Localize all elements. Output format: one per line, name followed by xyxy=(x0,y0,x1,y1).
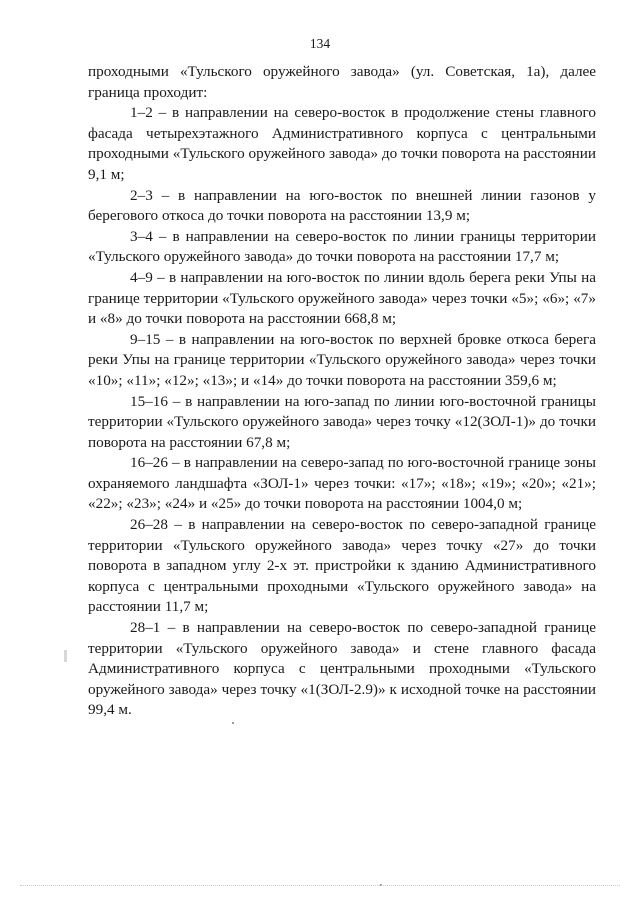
paragraph-segment-15-16: 15–16 – в направлении на юго-запад по линии юго-восточной границы территории «Тульского оружейного завода» через точку «12(ЗОЛ-1)» до точки поворота на расстоянии 67,8 м; xyxy=(88,392,596,451)
paragraph-segment-2-3: 2–3 – в направлении на юго-восток по внешней линии газонов у берегового откоса до точки поворота на расстоянии 13,9 м; xyxy=(88,186,596,225)
paragraph-segment-4-9: 4–9 – в направлении на юго-восток по линии вдоль берега реки Упы на границе территории «Тульского оружейного завода» через точки «5»; «6»; «7» и «8» до точки поворота на расстоянии 668,8 м; xyxy=(88,268,596,328)
scan-speck xyxy=(64,650,67,662)
scan-dot xyxy=(232,722,234,724)
page-number: 134 xyxy=(309,36,331,51)
paragraph-segment-9-15: 9–15 – в направлении на юго-восток по верхней бровке откоса берега реки Упы на границе территории «Тульского оружейного завода» через точки «10»; «11»; «12»; «13»; и «14» до точки поворота на расстоянии 359,6 м; xyxy=(88,330,596,389)
paragraph-segment-28-1: 28–1 – в направлении на северо-восток по северо-западной границе территории «Тульского оружейного завода» и стене главного фасада Административного корпуса с центральными проходными «Тульского оружейного завода» через точку «1(ЗОЛ-2.9)» к исходной точке на расстоянии 99,4 м. xyxy=(88,619,596,719)
scan-border-noise xyxy=(20,885,620,887)
paragraph-segment-16-26: 16–26 – в направлении на северо-запад по юго-восточной границе зоны охраняемого ландшафта «ЗОЛ-1» через точки: «17»; «18»; «19»; «20»; «21»; «22»; «23»; «24» и «25» до точки поворота на расстоянии 1004,0 м; xyxy=(88,454,596,513)
paragraph-intro: проходными «Тульского оружейного завода» (ул. Советская, 1а), далее граница проходит: xyxy=(88,63,596,101)
body-text xyxy=(88,62,596,721)
paragraph-segment-26-28: 26–28 – в направлении на северо-восток по северо-западной границе территории «Тульского оружейного завода» через точку «27» до точки поворота в западном углу 2-х эт. пристройки к зданию Административного корпуса с центральными проходными «Тульского оружейного завода» на расстоянии 11,7 м; xyxy=(88,516,596,616)
paragraph-segment-3-4: 3–4 – в направлении на северо-восток по линии границы территории «Тульского оружейного завода» до точки поворота на расстоянии 17,7 м; xyxy=(88,227,596,266)
paragraph-segment-1-2: 1–2 – в направлении на северо-восток в продолжение стены главного фасада четырехэтажного Административного корпуса с центральными проходными «Тульского оружейного завода» до точки поворота на расстоянии 9,1 м; xyxy=(88,104,596,183)
